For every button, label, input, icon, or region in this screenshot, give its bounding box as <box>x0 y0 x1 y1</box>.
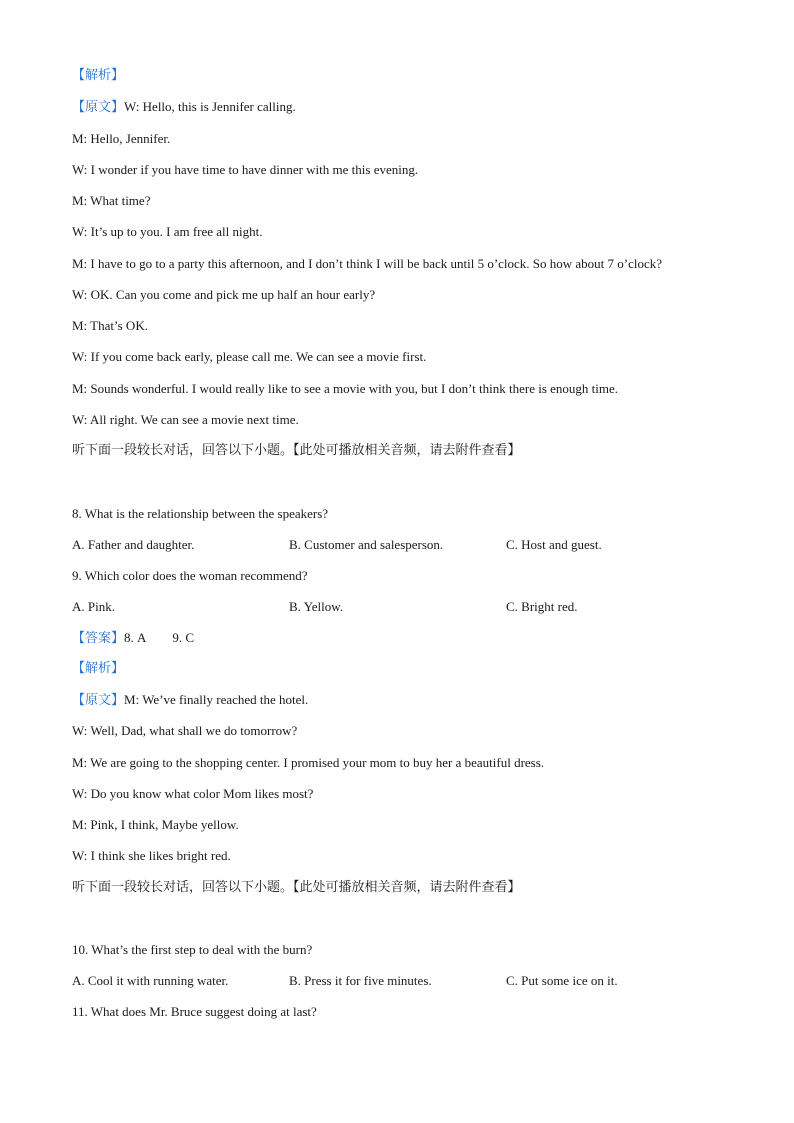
listening-instruction: 听下面一段较长对话，回答以下小题。【此处可播放相关音频，请去附件查看】 <box>72 880 521 895</box>
transcript-line: W: It’s up to you. I am free all night. <box>72 224 263 239</box>
transcript-line <box>72 99 296 116</box>
answer-9: 9. C <box>172 630 195 645</box>
transcript-line: M: Pink, I think, Maybe yellow. <box>72 817 239 832</box>
transcript-line: M: Hello, Jennifer. <box>72 131 171 146</box>
original-tag: 【原文】 <box>72 100 125 115</box>
option-c: C. Put some ice on it. <box>506 973 618 988</box>
transcript-line: W: All right. We can see a movie next time. <box>72 412 299 427</box>
transcript-line: M: I have to go to a party this afternoon, and I don’t think I will be back until 5 o’clock. So how about 7 o’clock? <box>72 256 663 271</box>
transcript-line: W: OK. Can you come and pick me up half an hour early? <box>72 287 376 302</box>
transcript-line: M: What time? <box>72 193 151 208</box>
option-c: C. Host and guest. <box>506 537 602 552</box>
transcript-line <box>72 692 308 709</box>
question-8: 8. What is the relationship between the speakers? <box>72 506 329 521</box>
answer-line <box>72 630 194 647</box>
question-9: 9. Which color does the woman recommend? <box>72 568 308 583</box>
transcript-line: W: I think she likes bright red. <box>72 848 231 863</box>
question-10-options <box>72 973 732 989</box>
transcript-line: W: Do you know what color Mom likes most? <box>72 786 314 801</box>
question-10: 10. What’s the first step to deal with the burn? <box>72 942 313 957</box>
transcript-text: W: Hello, this is Jennifer calling. <box>124 99 296 114</box>
option-a: A. Father and daughter. <box>72 537 195 552</box>
transcript-line: W: Well, Dad, what shall we do tomorrow? <box>72 723 298 738</box>
option-a: A. Pink. <box>72 599 115 614</box>
transcript-line: W: If you come back early, please call me. We can see a movie first. <box>72 349 427 364</box>
option-b: B. Yellow. <box>289 599 344 614</box>
transcript-line: M: Sounds wonderful. I would really like to see a movie with you, but I don’t think there is enough time. <box>72 381 619 396</box>
transcript-line: M: That’s OK. <box>72 318 148 333</box>
question-9-options <box>72 599 732 615</box>
analysis-heading: 【解析】 <box>72 68 125 83</box>
option-b: B. Customer and salesperson. <box>289 537 444 552</box>
question-11: 11. What does Mr. Bruce suggest doing at last? <box>72 1004 317 1019</box>
answer-tag: 【答案】 <box>72 631 125 646</box>
analysis-heading: 【解析】 <box>72 661 125 676</box>
option-c: C. Bright red. <box>506 599 578 614</box>
original-tag: 【原文】 <box>72 693 125 708</box>
option-b: B. Press it for five minutes. <box>289 973 432 988</box>
transcript-line: M: We are going to the shopping center. I promised your mom to buy her a beautiful dress. <box>72 755 545 770</box>
transcript-text: M: We’ve finally reached the hotel. <box>124 692 309 707</box>
option-a: A. Cool it with running water. <box>72 973 229 988</box>
question-8-options <box>72 537 732 553</box>
answer-8: 8. A <box>124 630 147 645</box>
listening-instruction: 听下面一段较长对话，回答以下小题。【此处可播放相关音频，请去附件查看】 <box>72 443 521 458</box>
transcript-line: W: I wonder if you have time to have dinner with me this evening. <box>72 162 419 177</box>
